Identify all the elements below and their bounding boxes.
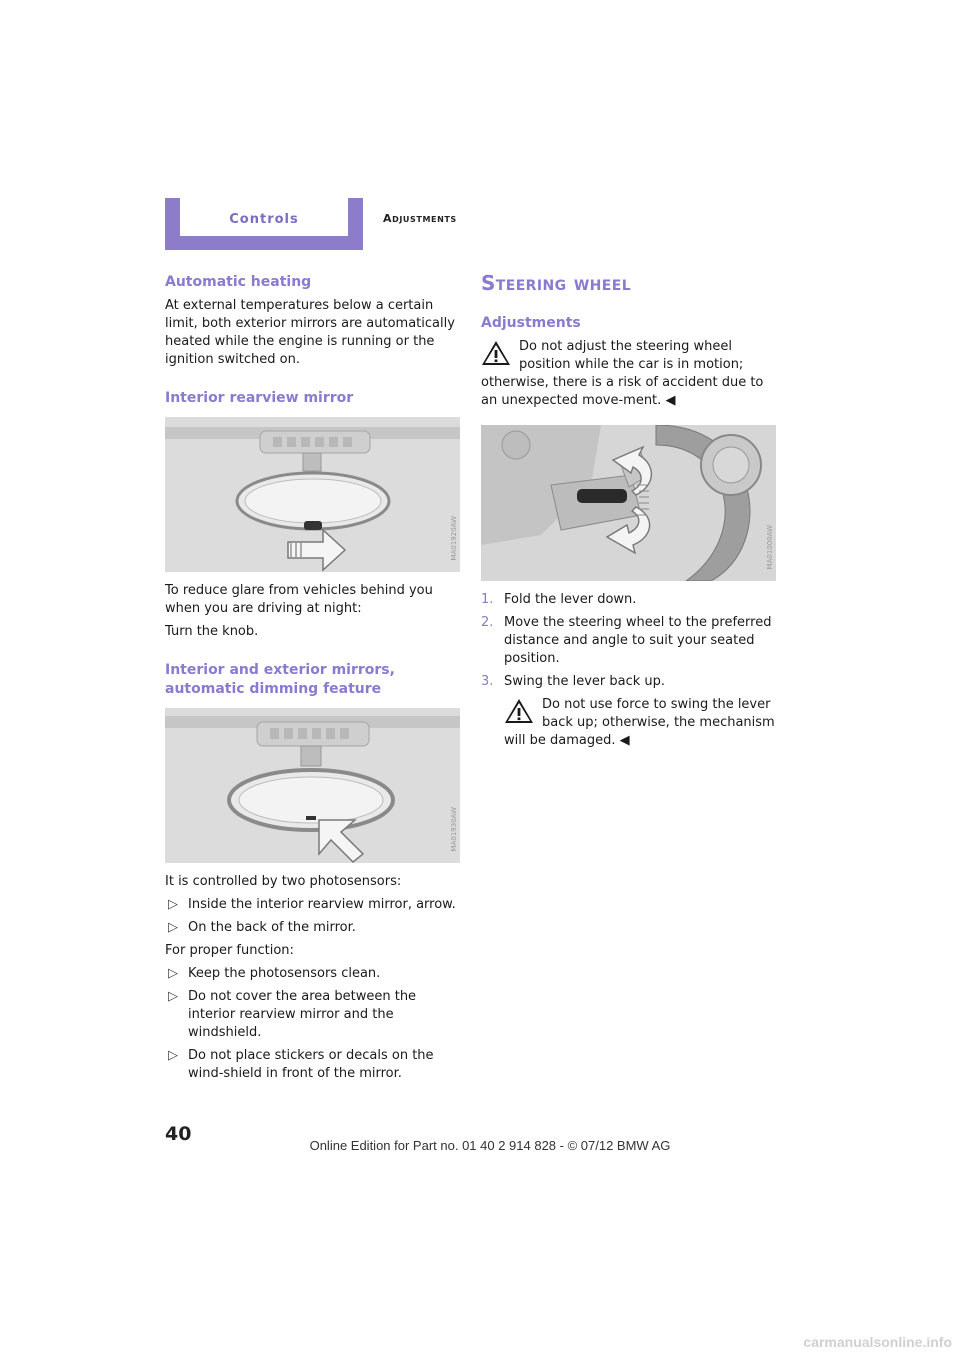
bullet-icon: ▷	[168, 1048, 178, 1063]
glare-text: To reduce glare from vehicles behind you when you are driving at night:	[165, 583, 433, 616]
chapter-label: Adjustments	[383, 212, 457, 225]
step-item: 3. Swing the lever back up.	[481, 674, 666, 689]
end-mark-icon: ◀	[619, 733, 630, 748]
page-number: 40	[165, 1123, 192, 1145]
photosensors-intro: It is controlled by two photosensors:	[165, 874, 402, 889]
adjustments-heading: Adjustments	[481, 315, 581, 331]
dimming-heading-line2: automatic dimming feature	[165, 681, 382, 697]
warning-icon	[481, 340, 511, 366]
list-item: ▷ Do not cover the area between the interior rearview mirror and the windshield.	[168, 989, 417, 1040]
left-column	[165, 270, 460, 1083]
step-item: 2. Move the steering wheel to the preferred distance and angle to suit your seated position.	[481, 615, 772, 666]
mirror-knob-illustration	[165, 417, 460, 572]
bullet-icon: ▷	[168, 989, 178, 1004]
dimming-heading	[165, 661, 460, 699]
list-item: ▷ Inside the interior rearview mirror, arrow.	[168, 897, 456, 912]
function-intro: For proper function:	[165, 943, 294, 958]
end-mark-icon: ◀	[665, 393, 676, 408]
bullet-icon: ▷	[168, 897, 178, 912]
interior-mirror-figure	[165, 417, 460, 572]
watermark: carmanualsonline.info	[803, 1334, 952, 1350]
dimming-mirror-figure	[165, 708, 460, 863]
warning-note	[481, 338, 776, 410]
step-warning-note	[504, 696, 776, 750]
figure-code: MA01000AW	[766, 524, 774, 569]
bullet-icon: ▷	[168, 966, 178, 981]
steering-wheel-heading: Steering wheel	[481, 271, 632, 295]
bullet-icon: ▷	[168, 920, 178, 935]
steering-wheel-figure	[481, 425, 776, 581]
right-column	[481, 270, 776, 750]
step-number: 1.	[481, 592, 494, 607]
figure-code: MA01920AW	[450, 515, 458, 560]
step-number: 3.	[481, 674, 494, 689]
list-item: ▷ On the back of the mirror.	[168, 920, 356, 935]
auto-heating-heading: Automatic heating	[165, 274, 312, 290]
turn-knob-text: Turn the knob.	[165, 624, 259, 639]
list-item: ▷ Keep the photosensors clean.	[168, 966, 381, 981]
footer-edition: Online Edition for Part no. 01 40 2 914 828 - © 07/12 BMW AG	[309, 1138, 671, 1153]
step-item: 1. Fold the lever down.	[481, 592, 637, 607]
warning-text: Do not adjust the steering wheel position while the car is in motion; otherwise, there is a risk of accident due to an unexpected move-ment.	[481, 339, 764, 408]
warning-icon	[504, 698, 534, 724]
auto-heating-text: At external temperatures below a certain limit, both exterior mirrors are automatically heated while the engine is running or the ignition switched on.	[165, 298, 455, 367]
dimming-heading-line1: Interior and exterior mirrors,	[165, 662, 395, 678]
figure-code: MA01930AW	[450, 806, 458, 851]
dimming-mirror-illustration	[165, 708, 460, 863]
steering-lever-illustration	[481, 425, 776, 581]
step-warning-text: Do not use force to swing the lever back up; otherwise, the mechanism will be damaged.	[504, 697, 775, 748]
step-number: 2.	[481, 615, 494, 630]
list-item: ▷ Do not place stickers or decals on the wind-shield in front of the mirror.	[168, 1048, 434, 1081]
section-label: Controls	[180, 198, 348, 236]
interior-mirror-heading: Interior rearview mirror	[165, 390, 354, 406]
